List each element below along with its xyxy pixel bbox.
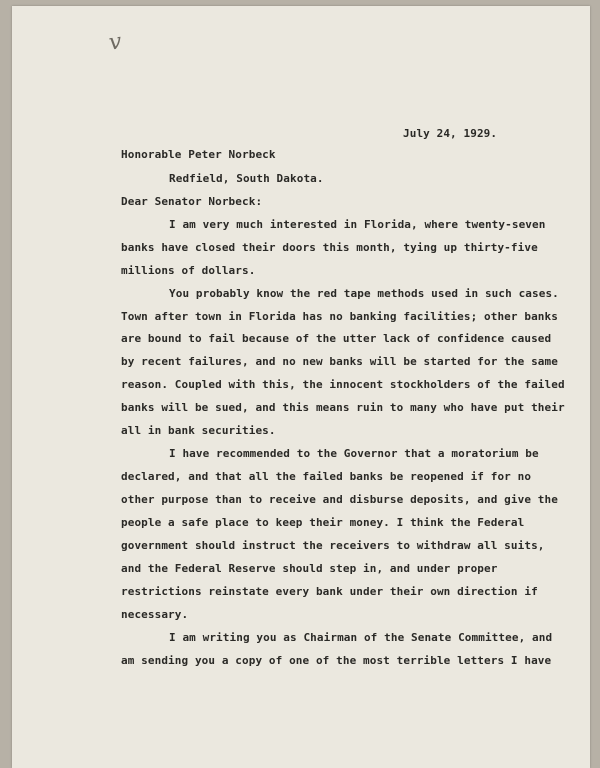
recipient-name: Honorable Peter Norbeck — [121, 148, 276, 161]
body-line: I have recommended to the Governor that a moratorium be — [169, 447, 539, 460]
body-line: I am very much interested in Florida, where twenty-seven — [169, 218, 546, 231]
body-line: government should instruct the receivers to withdraw all suits, — [121, 539, 545, 552]
letter-date: July 24, 1929. — [403, 127, 498, 140]
handwritten-mark: v — [107, 29, 124, 56]
body-line: restrictions reinstate every bank under their own direction if — [121, 585, 538, 598]
body-line: I am writing you as Chairman of the Senate Committee, and — [169, 631, 553, 644]
body-line: banks will be sued, and this means ruin to many who have put their — [121, 401, 565, 414]
body-line: millions of dollars. — [121, 264, 256, 277]
body-line: are bound to fail because of the utter lack of confidence caused — [121, 332, 552, 345]
salutation: Dear Senator Norbeck: — [121, 195, 263, 208]
recipient-address: Redfield, South Dakota. — [169, 172, 324, 185]
body-line: all in bank securities. — [121, 424, 276, 437]
body-line: necessary. — [121, 608, 189, 621]
body-line: am sending you a copy of one of the most terrible letters I have — [121, 654, 552, 667]
body-line: Town after town in Florida has no banking facilities; other banks — [121, 310, 558, 323]
body-line: reason. Coupled with this, the innocent stockholders of the failed — [121, 378, 565, 391]
letter-page — [12, 6, 590, 768]
body-line: declared, and that all the failed banks be reopened if for no — [121, 470, 532, 483]
body-line: and the Federal Reserve should step in, and under proper — [121, 562, 498, 575]
body-line: by recent failures, and no new banks will be started for the same — [121, 355, 558, 368]
body-line: people a safe place to keep their money. I think the Federal — [121, 516, 525, 529]
body-line: You probably know the red tape methods used in such cases. — [169, 287, 559, 300]
body-line: banks have closed their doors this month, tying up thirty-five — [121, 241, 538, 254]
body-line: other purpose than to receive and disburse deposits, and give the — [121, 493, 558, 506]
